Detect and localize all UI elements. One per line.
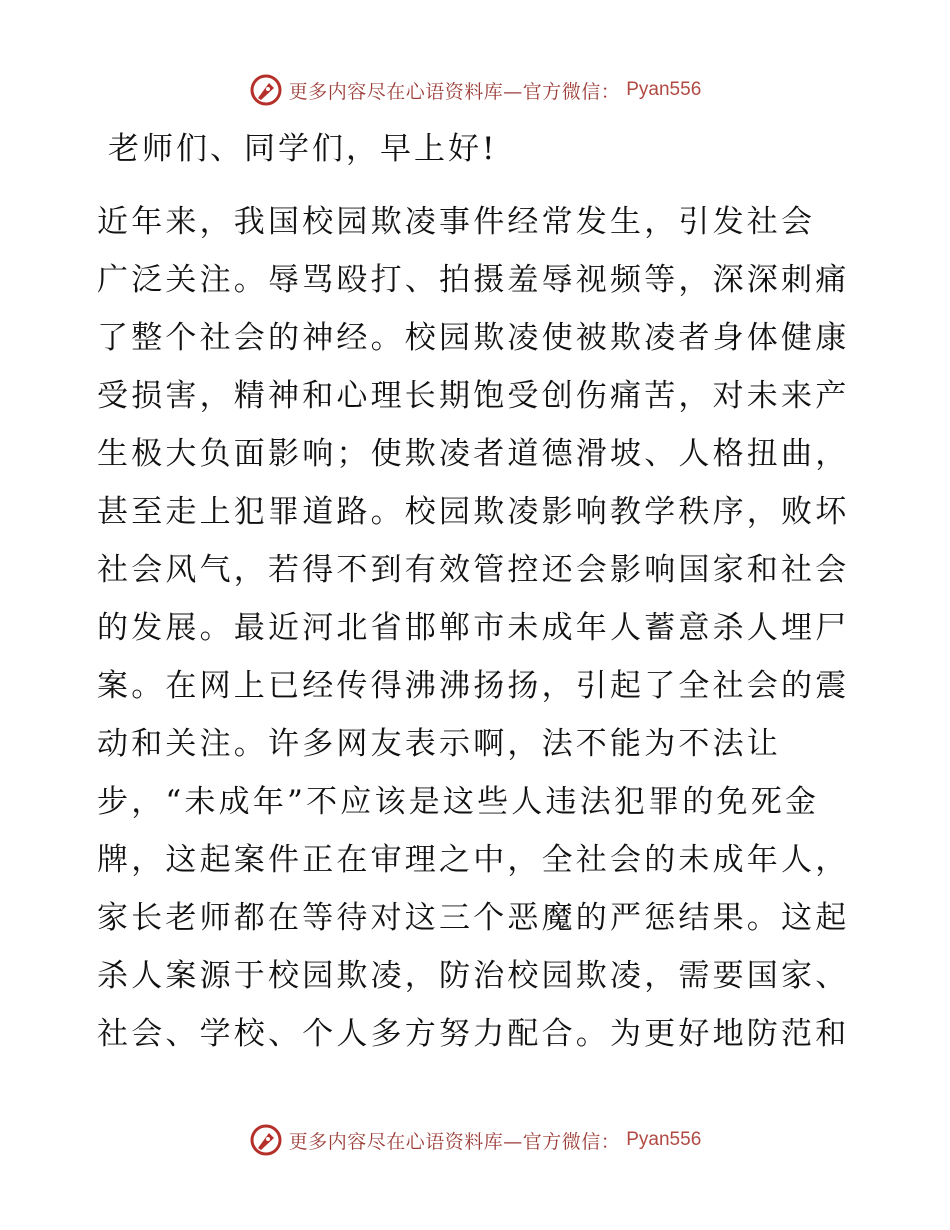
body-line: 动和关注。许多网友表示啊，法不能为不法让: [97, 726, 781, 762]
body-line: 社会风气，若得不到有效管控还会影响国家和社会: [97, 552, 850, 588]
body-line: 近年来，我国校园欺凌事件经常发生，引发社会: [97, 204, 816, 240]
body-line: 甚至走上犯罪道路。校园欺凌影响教学秩序，败坏: [97, 494, 850, 530]
speech-body: [97, 193, 857, 1063]
body-line: 案。在网上已经传得沸沸扬扬，引起了全社会的震: [97, 668, 850, 704]
body-line: 杀人案源于校园欺凌，防治校园欺凌，需要国家、: [97, 958, 850, 994]
body-line: 生极大负面影响；使欺凌者道德滑坡、人格扭曲，: [97, 436, 850, 472]
header-wechat-id: Pyan556: [626, 79, 702, 100]
body-line: 的发展。最近河北省邯郸市未成年人蓄意杀人埋尸: [97, 610, 850, 646]
header-banner: [0, 70, 950, 110]
footer-wechat-id: Pyan556: [626, 1129, 702, 1150]
body-line: 家长老师都在等待对这三个恶魔的严惩结果。这起: [97, 900, 850, 936]
pen-nib-logo-icon: [249, 73, 283, 107]
body-line: 步，“未成年”不应该是这些人违法犯罪的免死金: [97, 784, 820, 820]
pen-nib-logo-icon: [249, 1123, 283, 1157]
body-line: 社会、学校、个人多方努力配合。为更好地防范和: [97, 1016, 850, 1052]
body-line: 牌，这起案件正在审理之中，全社会的未成年人，: [97, 842, 850, 878]
greeting: 老师们、同学们，早上好!: [108, 131, 498, 167]
body-line: 广泛关注。辱骂殴打、拍摄羞辱视频等，深深刺痛: [97, 262, 850, 298]
body-line: 受损害，精神和心理长期饱受创伤痛苦，对未来产: [97, 378, 850, 414]
body-line: 了整个社会的神经。校园欺凌使被欺凌者身体健康: [97, 320, 850, 356]
footer-banner: [0, 1120, 950, 1160]
header-banner-text: 更多内容尽在心语资料库—官方微信：: [288, 80, 621, 103]
footer-banner-text: 更多内容尽在心语资料库—官方微信：: [288, 1130, 621, 1153]
